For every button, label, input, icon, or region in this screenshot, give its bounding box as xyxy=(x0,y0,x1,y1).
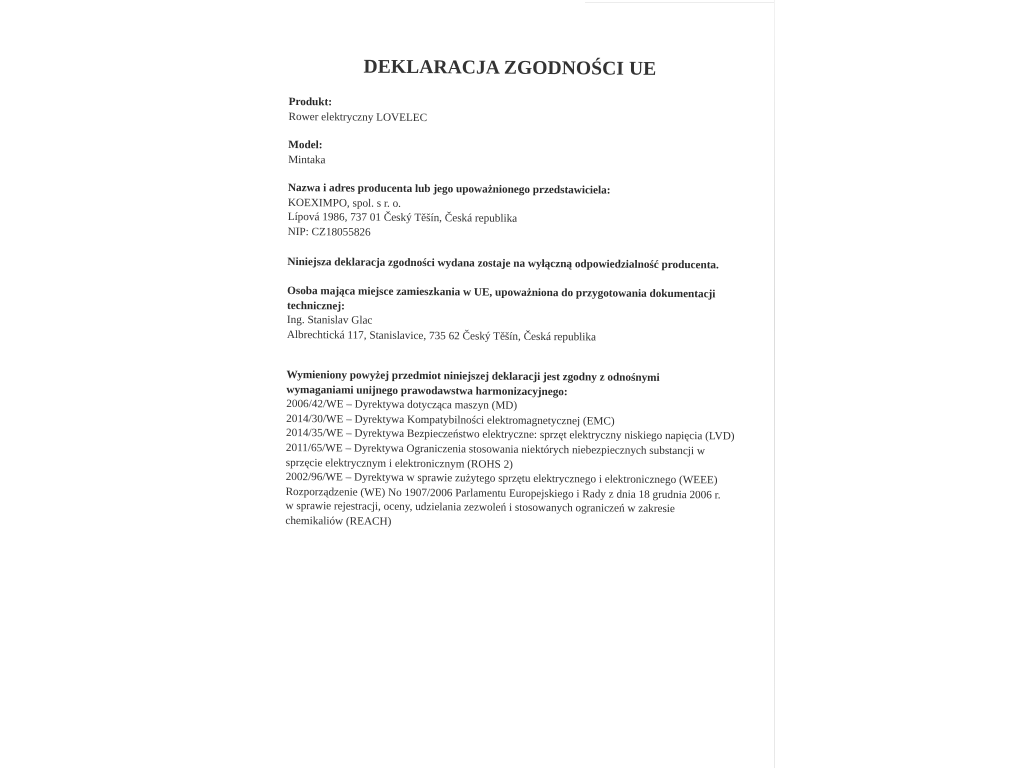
manufacturer-address: Lípová 1986, 737 01 Český Těšín, Česká republika xyxy=(287,211,518,225)
model-section xyxy=(288,138,738,171)
manufacturer-heading: Nazwa i adres producenta lub jego upoważnionego przedstawiciela: xyxy=(287,181,611,197)
document-title: DEKLARACJA ZGODNOŚCI UE xyxy=(363,56,657,80)
product-heading: Produkt: xyxy=(288,95,333,109)
responsibility-section xyxy=(287,255,757,273)
directive-item: 2006/42/WE – Dyrektywa dotycząca maszyn (MD) xyxy=(286,398,518,412)
authorized-person-address: Albrechtická 117, Stanislavice, 735 62 Český Těšín, Česká republika xyxy=(286,328,597,344)
conformity-section xyxy=(285,368,735,532)
manufacturer-section xyxy=(288,181,738,243)
model-value: Mintaka xyxy=(288,153,326,166)
directive-item: 2014/30/WE – Dyrektywa Kompatybilności elektromagnetycznej (EMC) xyxy=(286,412,615,428)
directive-item: 2014/35/WE – Dyrektywa Bezpieczeństwo elektryczne: sprzęt elektryczny niskiego napięcia (LVD) xyxy=(286,427,735,443)
product-section xyxy=(288,95,738,128)
manufacturer-nip: NIP: CZ18055826 xyxy=(287,225,371,239)
authorized-person-name: Ing. Stanislav Glac xyxy=(286,314,373,327)
conformity-heading: Wymieniony powyżej przedmiot niniejszej deklaracji jest zgodny z odnośnymi wymaganiami unijnego prawodawstwa harmonizacyjnego: xyxy=(286,368,660,398)
directive-item: 2011/65/WE – Dyrektywa Ograniczenia stosowania niektórych niebezpiecznych substancji w sprzęcie elektrycznym i elektronicznym (ROHS 2) xyxy=(285,441,705,471)
directive-item: 2002/96/WE – Dyrektywa w sprawie zużytego sprzętu elektrycznego i elektronicznego (WEEE) xyxy=(285,471,718,487)
authorized-person-heading: Osoba mająca miejsce zamieszkania w UE, upoważniona do przygotowania dokumentacji technicznej: xyxy=(287,284,716,313)
manufacturer-name: KOEXIMPO, spol. s r. o. xyxy=(287,196,402,210)
responsibility-statement: Niniejsza deklaracja zgodności wydana zostaje na wyłączną odpowiedzialność producenta. xyxy=(287,255,719,272)
model-heading: Model: xyxy=(288,138,323,152)
regulation-item: Rozporządzenie (WE) No 1907/2006 Parlamentu Europejskiego i Rady z dnia 18 grudnia 2006 r. w sprawie rejestracji, oceny, udzielania zezwoleń i stosowanych ograniczeń w zakresie chemikaliów (REACH) xyxy=(285,485,721,528)
authorized-person-section xyxy=(287,284,717,346)
product-value: Rower elektryczny LOVELEC xyxy=(288,110,428,124)
